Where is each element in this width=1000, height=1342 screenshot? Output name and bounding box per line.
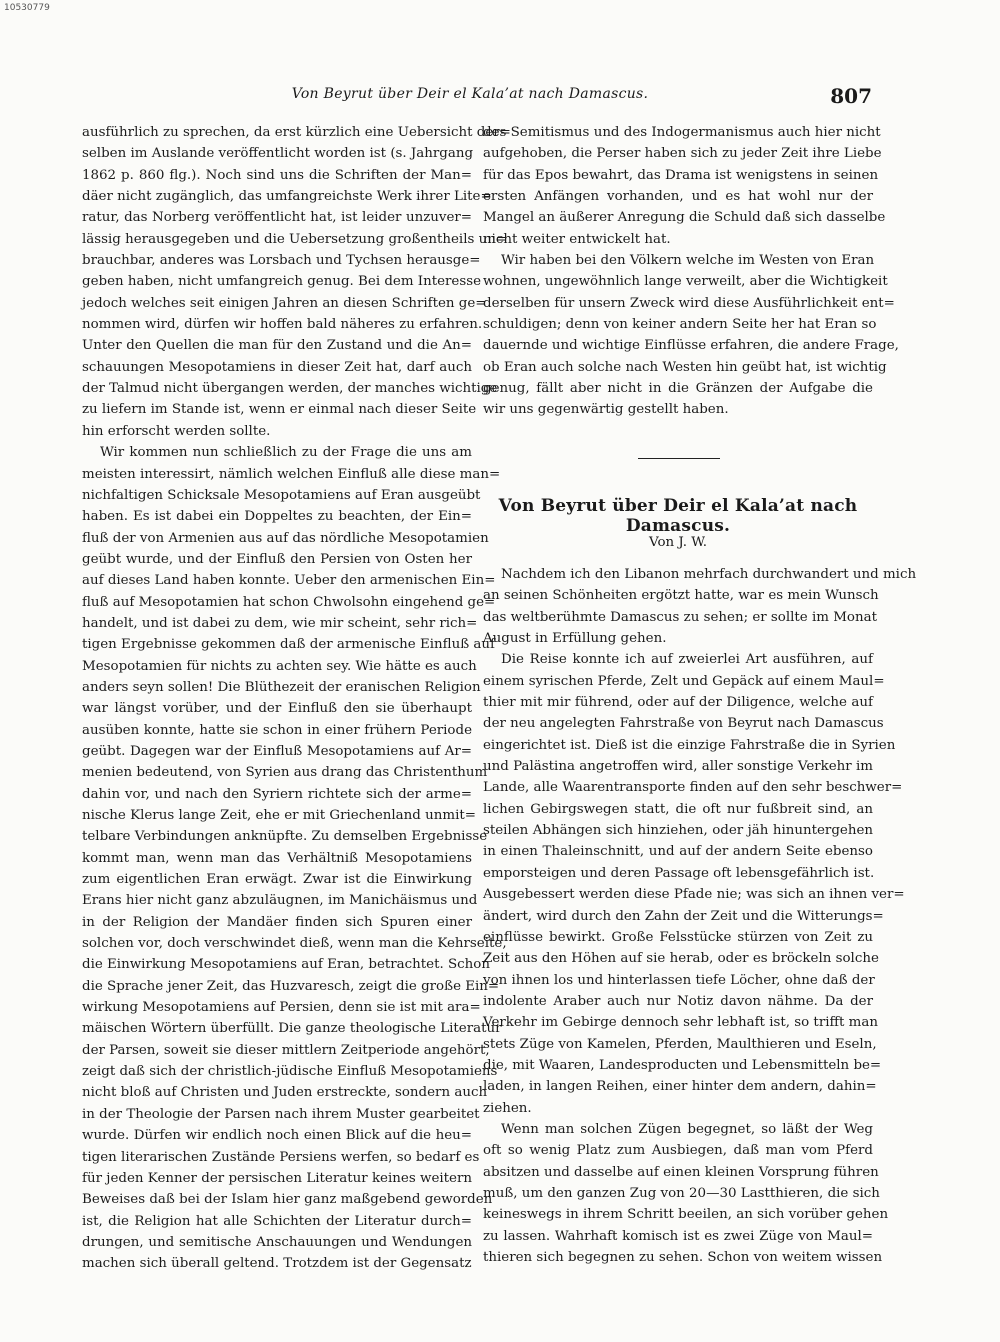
text-line: haben. Es ist dabei ein Doppeltes zu beachten, der Ein= [82, 509, 472, 525]
article-author: Von J. W. [649, 535, 707, 550]
text-line: selben im Auslande veröffentlicht worden ist (s. Jahrgang [82, 146, 474, 162]
text-line: zu liefern im Stande ist, wenn er einmal nach dieser Seite [82, 402, 477, 418]
text-line: zu lassen. Wahrhaft komisch ist es zwei Züge von Maul= [483, 1228, 873, 1244]
text-line: keineswegs in ihrem Schritt beeilen, an sich vorüber gehen [483, 1207, 889, 1223]
text-line: geben haben, nicht umfangreich genug. Bei dem Interesse [82, 274, 482, 290]
text-line: fluß der von Armenien aus auf das nördliche Mesopotamien [82, 530, 489, 546]
text-line: brauchbar, anderes was Lorsbach und Tychsen herausge= [82, 253, 481, 269]
text-line: fluß auf Mesopotamien hat schon Chwolsohn eingehend ge= [82, 594, 496, 610]
text-line: lichen Gebirgswegen statt, die oft nur fußbreit sind, an [483, 801, 873, 817]
text-line: Wir kommen nun schließlich zu der Frage die uns am [100, 445, 472, 461]
text-line: die Sprache jener Zeit, das Huzvaresch, zeigt die große Ein= [82, 978, 500, 994]
text-line: Nachdem ich den Libanon mehrfach durchwandert und mich [501, 567, 917, 582]
text-line: Die Reise konnte ich auf zweierlei Art ausführen, auf [501, 652, 873, 668]
text-line: 1862 p. 860 flg.). Noch sind uns die Schriften der Man= [82, 167, 472, 183]
text-line: Erans hier nicht ganz abzuläugnen, im Manichäismus und [82, 893, 478, 909]
text-line: nichfaltigen Schicksale Mesopotamiens auf Eran ausgeübt [82, 487, 481, 503]
text-line: einflüsse bewirkt. Große Felsstücke stürzen von Zeit zu [483, 929, 873, 945]
text-line: geübt wurde, und der Einfluß den Persien von Osten her [82, 551, 472, 567]
text-line: in der Religion der Mandäer finden sich Spuren einer [82, 914, 472, 930]
text-line: indolente Araber auch nur Notiz davon nähme. Da der [483, 993, 873, 1009]
text-line: Wenn man solchen Zügen begegnet, so läßt der Weg [501, 1121, 873, 1137]
text-line: ratur, das Norberg veröffentlicht hat, ist leider unzuver= [82, 210, 472, 226]
text-line: solchen vor, doch verschwindet dieß, wenn man die Kehrseite, [82, 936, 507, 952]
text-line: stets Züge von Kamelen, Pferden, Maulthieren und Eseln, [483, 1036, 877, 1052]
right-column-top [483, 122, 899, 421]
text-line: handelt, und ist dabei zu dem, wie mir scheint, sehr rich= [82, 615, 478, 631]
text-line: nicht weiter entwickelt hat. [483, 231, 671, 247]
text-line: telbare Verbindungen anknüpfte. Zu demselben Ergebnisse [82, 829, 488, 845]
text-line: ziehen. [483, 1100, 532, 1116]
article-body [483, 564, 917, 1268]
text-line: thieren sich begegnen zu sehen. Schon von weitem wissen [483, 1250, 883, 1265]
article-title: Von Beyrut über Deir el Kala’at nach Damascus. [498, 496, 858, 536]
text-line: für jeden Kenner der persischen Literatur keines weitern [82, 1170, 472, 1186]
scan-id-label: 10530779 [4, 3, 50, 13]
text-line: oft so wenig Platz zum Ausbiegen, daß man vom Pferd [483, 1143, 873, 1159]
text-line: eingerichtet ist. Dieß ist die einzige Fahrstraße die in Syrien [483, 737, 896, 753]
text-line: schuldigen; denn von keiner andern Seite her hat Eran so [483, 317, 877, 333]
text-line: meisten interessirt, nämlich welchen Einfluß alle diese man= [82, 466, 501, 482]
text-line: emporsteigen und deren Passage oft lebensgefährlich ist. [483, 865, 875, 881]
text-line: nische Klerus lange Zeit, ehe er mit Griechenland unmit= [82, 808, 476, 823]
text-line: des Semitismus und des Indogermanismus auch hier nicht [483, 125, 881, 140]
text-line: ausüben konnte, hatte sie schon in einer frühern Periode [82, 722, 472, 738]
text-line: laden, in langen Reihen, einer hinter dem andern, dahin= [483, 1079, 877, 1095]
text-line: Zeit aus den Höhen auf sie herab, oder es bröckeln solche [483, 951, 879, 967]
text-line: thier mit mir führend, oder auf der Diligence, welche auf [483, 695, 873, 711]
text-line: Ausgebessert werden diese Pfade nie; was sich an ihnen ver= [483, 887, 905, 903]
text-line: wurde. Dürfen wir endlich noch einen Blick auf die heu= [82, 1128, 472, 1144]
text-line: und Palästina angetroffen wird, aller sonstige Verkehr im [483, 759, 873, 775]
text-line: in einen Thaleinschnitt, und auf der andern Seite ebenso [483, 844, 873, 860]
text-line: ist, die Religion hat alle Schichten der Literatur durch= [82, 1213, 472, 1229]
text-line: steilen Abhängen sich hinziehen, oder jäh hinuntergehen [483, 823, 873, 839]
text-line: lässig herausgegeben und die Uebersetzung großentheils un= [82, 231, 508, 247]
text-line: ersten Anfängen vorhanden, und es hat wohl nur der [483, 189, 873, 205]
text-line: dauernde und wichtige Einflüsse erfahren, die andere Frage, [483, 338, 899, 354]
text-line: der Parsen, soweit sie dieser mittlern Zeitperiode angehört, [82, 1042, 490, 1058]
text-line: drungen, und semitische Anschauungen und Wendungen [82, 1234, 472, 1250]
text-line: der Talmud nicht übergangen werden, der manches wichtige [82, 381, 498, 397]
text-line: kommt man, wenn man das Verhältniß Mesopotamiens [82, 850, 472, 866]
text-line: tigen literarischen Zustände Persiens werfen, so bedarf es [82, 1149, 480, 1165]
text-line: einem syrischen Pferde, Zelt und Gepäck auf einem Maul= [483, 673, 885, 689]
text-line: genug, fällt aber nicht in die Gränzen der Aufgabe die [483, 381, 873, 397]
section-divider [638, 458, 720, 459]
text-line: muß, um den ganzen Zug von 20—30 Lastthieren, die sich [483, 1185, 880, 1201]
text-line: in der Theologie der Parsen nach ihrem Muster gearbeitet [82, 1106, 480, 1122]
text-line: hin erforscht werden sollte. [82, 423, 271, 439]
text-line: ob Eran auch solche nach Westen hin geübt hat, ist wichtig [483, 359, 887, 375]
text-line: für das Epos bewahrt, das Drama ist wenigstens in seinen [483, 167, 879, 183]
text-line: Verkehr im Gebirge dennoch sehr lebhaft ist, so trifft man [483, 1015, 878, 1031]
text-line: wir uns gegenwärtig gestellt haben. [483, 402, 729, 418]
text-line: wohnen, ungewöhnlich lange verweilt, aber die Wichtigkeit [483, 274, 888, 290]
text-line: der neu angelegten Fahrstraße von Beyrut nach Damascus [483, 716, 884, 732]
text-line: Mesopotamien für nichts zu achten sey. Wie hätte es auch [82, 658, 477, 674]
text-line: war längst vorüber, und der Einfluß den sie überhaupt [82, 701, 472, 717]
text-line: Unter den Quellen die man für den Zustand und die An= [82, 338, 472, 354]
text-line: August in Erfüllung gehen. [483, 631, 667, 647]
text-line: machen sich überall geltend. Trotzdem ist der Gegensatz [82, 1256, 472, 1272]
text-line: absitzen und dasselbe auf einen kleinen Vorsprung führen [483, 1164, 879, 1180]
text-line: anders seyn sollen! Die Blüthezeit der eranischen Religion [82, 679, 481, 695]
running-head: Von Beyrut über Deir el Kala’at nach Damascus. [291, 86, 649, 102]
text-line: an seinen Schönheiten ergötzt hatte, war es mein Wunsch [483, 588, 879, 604]
text-line: Beweises daß bei der Islam hier ganz maßgebend geworden [82, 1192, 493, 1208]
text-line: wirkung Mesopotamiens auf Persien, denn sie ist mit ara= [82, 1000, 481, 1016]
text-line: das weltberühmte Damascus zu sehen; er sollte im Monat [483, 609, 877, 625]
text-line: däer nicht zugänglich, das umfangreichste Werk ihrer Lite= [82, 189, 492, 205]
text-line: derselben für unsern Zweck wird diese Ausführlichkeit ent= [483, 295, 895, 311]
text-line: die, mit Waaren, Landesproducten und Lebensmitteln be= [483, 1057, 882, 1073]
text-line: ausführlich zu sprechen, da erst kürzlich eine Uebersicht der= [82, 125, 511, 140]
text-line: nommen wird, dürfen wir hoffen bald näheres zu erfahren. [82, 317, 483, 333]
text-line: tigen Ergebnisse gekommen daß der armenische Einfluß auf [82, 637, 495, 653]
page-number: 807 [830, 84, 872, 108]
text-line: nicht bloß auf Christen und Juden erstreckte, sondern auch [82, 1085, 488, 1101]
text-line: auf dieses Land haben konnte. Ueber den armenischen Ein= [82, 573, 496, 589]
text-line: aufgehoben, die Perser haben sich zu jeder Zeit ihre Liebe [483, 146, 882, 162]
text-line: von ihnen los und hinterlassen tiefe Löcher, ohne daß der [483, 972, 875, 988]
text-line: geübt. Dagegen war der Einfluß Mesopotamiens auf Ar= [82, 743, 472, 759]
text-line: Wir haben bei den Völkern welche im Westen von Eran [501, 253, 875, 269]
text-line: zum eigentlichen Eran erwägt. Zwar ist die Einwirkung [82, 872, 472, 888]
text-line: zeigt daß sich der christlich-jüdische Einfluß Mesopotamiens [82, 1064, 498, 1080]
text-line: Lande, alle Waarentransporte finden auf den sehr beschwer= [483, 780, 903, 796]
text-line: jedoch welches seit einigen Jahren an diesen Schriften ge= [82, 295, 487, 311]
text-line: ändert, wird durch den Zahn der Zeit und die Witterungs= [483, 908, 884, 924]
text-line: menien bedeutend, von Syrien aus drang das Christenthum [82, 765, 488, 781]
text-line: dahin vor, und nach den Syriern richtete sich der arme= [82, 786, 472, 802]
text-line: die Einwirkung Mesopotamiens auf Eran, betrachtet. Schon [82, 957, 490, 973]
text-line: schauungen Mesopotamiens in dieser Zeit hat, darf auch [82, 359, 472, 375]
text-line: mäischen Wörtern überfüllt. Die ganze theologische Literatur [82, 1021, 502, 1037]
text-line: Mangel an äußerer Anregung die Schuld daß sich dasselbe [483, 210, 886, 226]
